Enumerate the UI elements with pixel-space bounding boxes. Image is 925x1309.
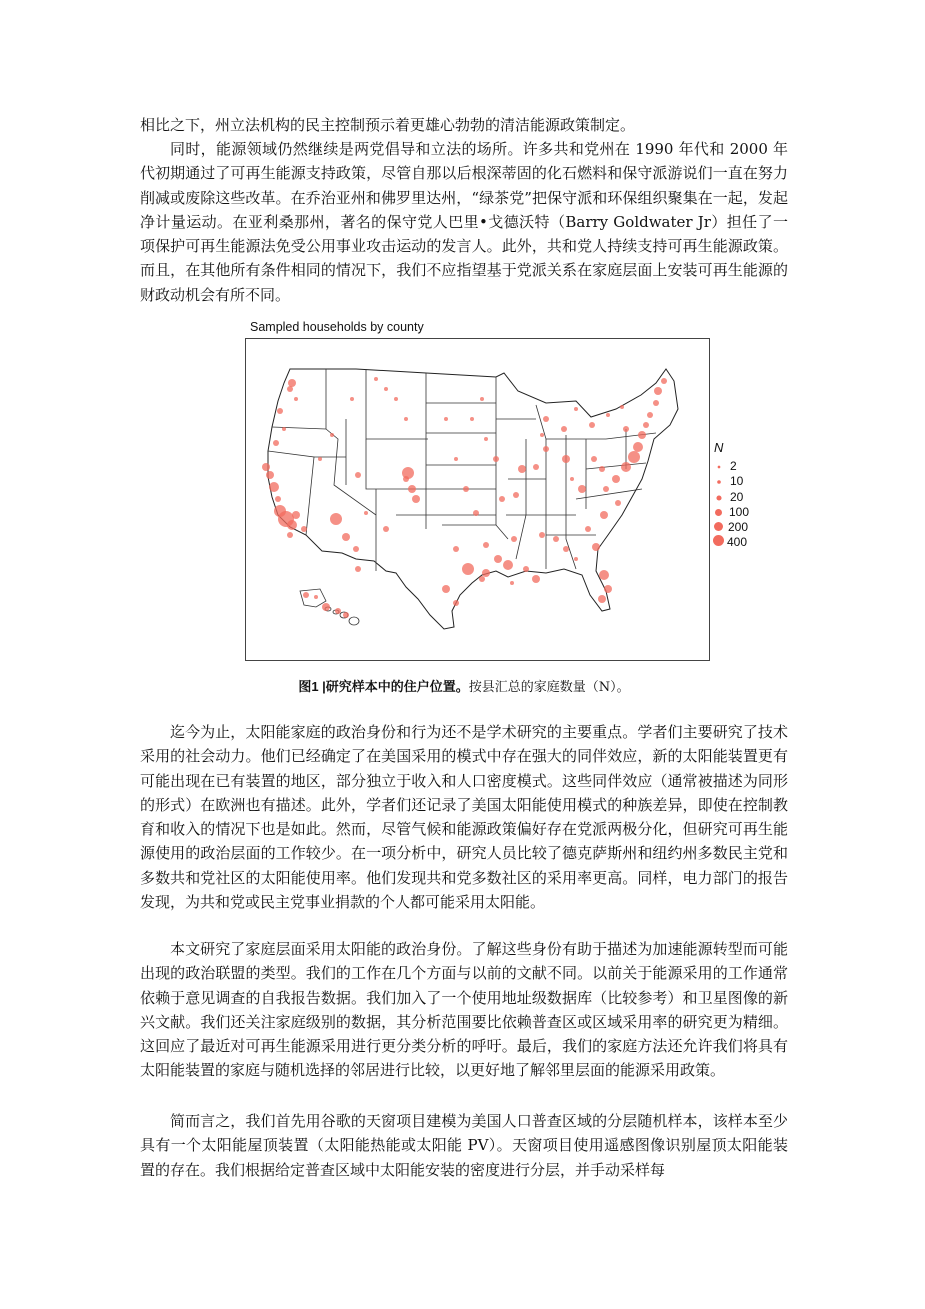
household-point <box>330 433 334 437</box>
household-point <box>404 417 408 421</box>
household-point <box>288 379 296 387</box>
legend-label: 200 <box>728 520 749 535</box>
household-point <box>574 557 578 561</box>
legend-label: 400 <box>727 535 748 550</box>
household-point <box>462 563 474 575</box>
paragraph-2: 同时，能源领域仍然继续是两党倡导和立法的场所。许多共和党州在 1990 年代和 2000 年代初期通过了可再生能源支持政策，尽管自那以后根深蒂固的化石燃料和保守派游说们一直在努力削减或废除这些改革。在乔治亚州和佛罗里达州，“绿茶党”把保守派和环保组织聚集在一起，发起净计量运动。在亚利桑那州，著名的保守党人巴里•戈德沃特（Barry Goldwater Jr）担任了一项保护可再生能源法免受公用事业攻击运动的发言人。此外，共和党人持续支持可再生能源政策。而且，在其他所有条件相同的情况下，我们不应指望基于党派关系在家庭层面上安装可再生能源的财政动机会有所不同。 <box>140 140 788 304</box>
paragraph-3: 迄今为止，太阳能家庭的政治身份和行为还不是学术研究的主要重点。学者们主要研究了技术采用的社会动力。他们已经确定了在美国采用的模式中存在强大的同伴效应，新的太阳能装置更有可能出现在已有装置的地区，部分独立于收入和人口密度模式。这些同伴效应（通常被描述为同形的形式）在欧洲也有描述。此外，学者们还记录了美国太阳能使用模式的种族差异，即使在控制教育和收入的情况下也是如此。然而，尽管气候和能源政策偏好存在党派两极分化，但研究可再生能源使用的政治层面的工作较少。在一项分析中，研究人员比较了德克萨斯州和纽约州多数民主党和多数共和党社区的太阳能使用率。他们发现共和党多数社区的采用率更高。同样，电力部门的报告发现，为共和党或民主党事业捐款的个人都可能采用太阳能。 <box>140 723 788 912</box>
household-point <box>355 566 361 572</box>
household-point <box>343 612 349 618</box>
household-point <box>350 397 354 401</box>
legend-item <box>714 474 749 489</box>
household-point <box>638 431 646 439</box>
legend-n: N <box>714 440 724 455</box>
household-point <box>592 543 600 551</box>
household-point <box>470 417 474 421</box>
legend-labels <box>714 440 749 551</box>
household-point <box>453 546 459 552</box>
household-point <box>330 513 342 525</box>
household-point <box>484 437 488 441</box>
household-point <box>523 566 529 572</box>
household-point <box>374 377 378 381</box>
household-point <box>473 510 479 516</box>
household-point <box>483 542 489 548</box>
household-point <box>384 387 388 391</box>
household-point <box>574 407 578 411</box>
household-point <box>342 533 350 541</box>
figure-caption <box>140 676 788 695</box>
figure-1 <box>245 318 710 338</box>
household-point <box>540 433 544 437</box>
household-point <box>480 397 484 401</box>
household-point <box>494 555 502 563</box>
household-point <box>510 581 514 585</box>
household-point <box>599 466 605 472</box>
household-point <box>543 446 549 452</box>
caption-text: 按县汇总的家庭数量（N）。 <box>468 680 630 695</box>
household-point <box>606 413 610 417</box>
household-point <box>287 520 297 530</box>
map-title: Sampled households by county <box>250 320 424 334</box>
household-point <box>513 492 519 498</box>
household-point <box>628 451 640 463</box>
us-county-map <box>246 339 709 660</box>
household-point <box>453 600 459 606</box>
household-point <box>589 422 595 428</box>
household-point <box>543 416 549 422</box>
household-point <box>654 387 662 395</box>
household-point <box>403 476 409 482</box>
legend-item <box>714 459 749 474</box>
household-point <box>603 486 609 492</box>
legend-item <box>714 535 749 550</box>
household-point <box>585 526 591 532</box>
household-point <box>275 496 281 502</box>
household-point <box>394 397 398 401</box>
household-point <box>408 485 416 493</box>
household-point <box>570 477 574 481</box>
household-point <box>493 456 499 462</box>
household-point <box>553 536 559 542</box>
legend-item <box>714 490 749 505</box>
household-point <box>615 500 621 506</box>
household-point <box>287 386 293 392</box>
household-point <box>561 426 567 432</box>
household-point <box>287 532 293 538</box>
household-point <box>653 400 659 406</box>
alaska-shape <box>300 589 326 607</box>
household-point <box>503 560 513 570</box>
paragraph-5: 简而言之，我们首先用谷歌的天窗项目建模为美国人口普查区域的分层随机样本，该样本至少具有一个太阳能屋顶装置（太阳能热能或太阳能 PV）。天窗项目使用遥感图像识别屋顶太阳能装置的存在。我们根据给定普查区域中太阳能安装的密度进行分层，并手动采样每 <box>140 1112 788 1179</box>
household-point <box>292 511 300 519</box>
legend-label: 20 <box>730 489 744 504</box>
legend-label: 10 <box>730 474 744 489</box>
household-point <box>353 546 359 552</box>
household-point <box>633 442 643 452</box>
household-point <box>647 412 653 418</box>
household-point <box>598 595 606 603</box>
household-point <box>479 576 485 582</box>
household-point <box>518 465 526 473</box>
household-point <box>322 603 330 611</box>
household-point <box>301 526 307 532</box>
hawaii-islands <box>325 607 359 625</box>
map-panel <box>245 338 710 661</box>
household-point <box>591 456 597 462</box>
household-point <box>499 496 505 502</box>
household-point <box>604 585 612 593</box>
legend-item <box>714 505 749 520</box>
paragraph-1: 相比之下，州立法机构的民主控制预示着更雄心勃勃的清洁能源政策制定。 <box>140 116 636 134</box>
household-point <box>277 408 283 414</box>
household-point <box>303 592 309 598</box>
paragraph-4: 本文研究了家庭层面采用太阳能的政治身份。了解这些身份有助于描述为加速能源转型而可能出现的政治联盟的类型。我们的工作在几个方面与以前的文献不同。以前关于能源采用的工作通常依赖于意见调查的自我报告数据。我们加入了一个使用地址级数据库（比较参考）和卫星图像的新兴文献。我们还关注家庭级别的数据，其分析范围要比依赖普查区或区域采用率的研究更为精细。这回应了最近对可再生能源采用进行更分类分析的呼吁。最后，我们的家庭方法还允许我们将具有太阳能装置的家庭与随机选择的邻居进行比较，以更好地了解邻里层面的能源采用政策。 <box>140 940 788 1080</box>
household-point <box>612 475 620 483</box>
household-point <box>364 511 368 515</box>
household-point <box>533 464 539 470</box>
household-point <box>318 457 322 461</box>
household-point <box>355 472 361 478</box>
household-point <box>600 511 608 519</box>
household-point <box>314 595 318 599</box>
us-outline <box>268 369 678 629</box>
household-point <box>335 608 341 614</box>
household-point <box>599 570 609 580</box>
caption-bold: 图1 |研究样本中的住户位置。 <box>298 679 469 694</box>
household-point <box>282 427 286 431</box>
household-point <box>266 471 274 479</box>
household-point <box>482 569 490 577</box>
household-point <box>643 422 649 428</box>
household-point <box>454 457 458 461</box>
household-point <box>444 417 448 421</box>
household-point <box>294 397 298 401</box>
household-point <box>442 585 450 593</box>
household-point <box>532 575 540 583</box>
legend-label: 100 <box>729 504 750 519</box>
household-point <box>262 463 270 471</box>
household-point <box>620 405 624 409</box>
household-point <box>412 495 420 503</box>
household-point <box>661 378 667 384</box>
household-point <box>563 546 569 552</box>
household-point <box>539 532 545 538</box>
legend-item <box>714 520 749 535</box>
household-point <box>273 440 279 446</box>
household-point <box>269 482 279 492</box>
household-point <box>623 426 629 432</box>
household-point <box>463 486 469 492</box>
household-point <box>578 485 586 493</box>
household-point <box>562 455 570 463</box>
household-point <box>621 462 631 472</box>
household-point <box>511 536 517 542</box>
legend-label: 2 <box>730 459 737 473</box>
household-point <box>383 526 389 532</box>
